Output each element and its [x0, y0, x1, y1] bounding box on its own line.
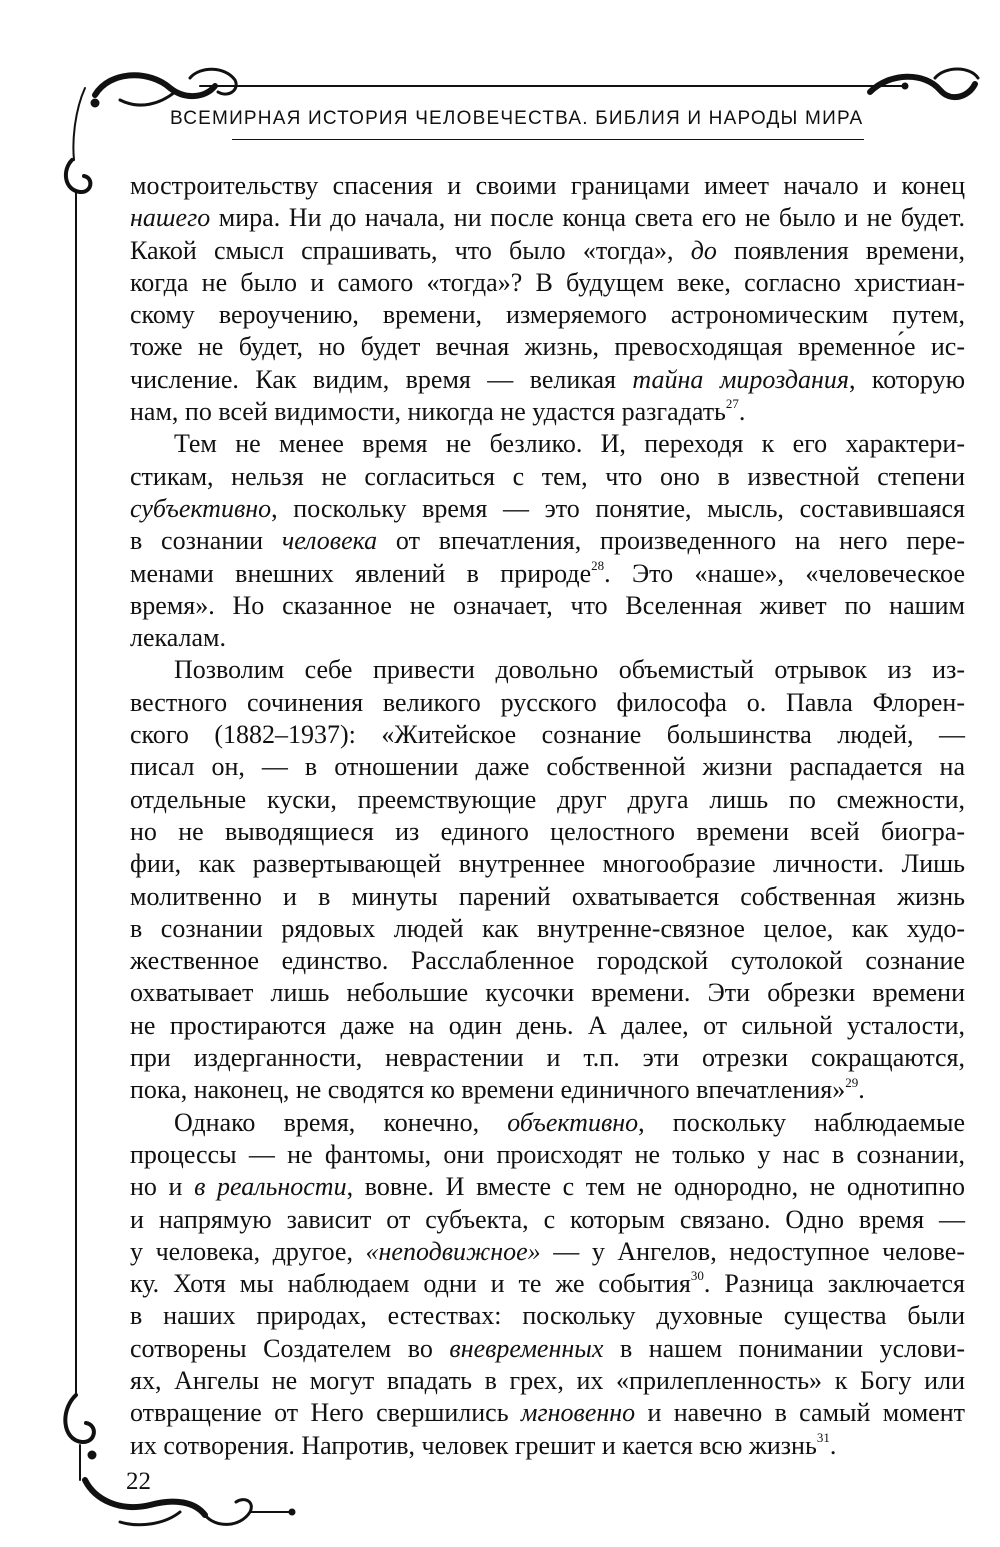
text-run: в нашем понимании услови-: [603, 1333, 965, 1363]
text-run: ях, Ангелы не могут впадать в грех, их «прилепленность» к Богу или: [130, 1365, 965, 1395]
header-rule: [232, 139, 864, 140]
emphasis: до: [690, 235, 717, 265]
emphasis: «неподвижное»: [365, 1236, 541, 1266]
text-line: [130, 751, 965, 783]
text-run: .: [858, 1075, 865, 1105]
text-line: [130, 1139, 965, 1171]
emphasis: мгновенно: [520, 1398, 636, 1428]
text-run: нам, по всей видимости, никогда не удастся разгадать: [130, 397, 726, 427]
text-run: но не выводящиеся из единого целостного времени всей биогра-: [130, 816, 965, 846]
text-run: время». Но сказанное не означает, что Вселенная живет по нашим: [130, 590, 965, 620]
text-line: [130, 364, 965, 396]
text-line: [130, 1268, 965, 1300]
text-run: писал он, — в отношении даже собственной жизни распадается на: [130, 752, 965, 782]
text-run: менами внешних явлений в природе: [130, 558, 592, 588]
paragraph: [130, 654, 965, 1106]
text-line: [130, 1204, 965, 1236]
text-run: , которую: [849, 364, 966, 394]
page-number: 22: [126, 1468, 151, 1495]
text-run: лекалам.: [130, 623, 226, 653]
paragraph: [130, 428, 965, 654]
paragraph: [130, 1107, 965, 1462]
text-run: Позволим себе привести довольно объемистый отрывок из из-: [174, 655, 965, 685]
text-run: когда не было и самого «тогда»? В будущем веке, согласно христиан-: [130, 267, 965, 297]
text-run: , поскольку наблюдаемые: [638, 1107, 965, 1137]
text-line: [130, 267, 965, 299]
text-run: мира. Ни до начала, ни после конца света его не было и не будет.: [210, 203, 965, 233]
text-run: фии, как развертывающей внутреннее многообразие личности. Лишь: [130, 849, 965, 879]
text-run: жественное единство. Расслабленное городской сутолокой сознание: [130, 946, 965, 976]
text-line: [130, 202, 965, 234]
text-run: молитвенно и в минуты парений охватывается собственная жизнь: [130, 881, 965, 911]
text-line: [130, 622, 965, 654]
text-run: вестного сочинения великого русского философа о. Павла Флорен-: [130, 687, 965, 717]
text-line: [130, 590, 965, 622]
text-line: [130, 784, 965, 816]
text-line: [130, 1074, 965, 1106]
text-run: — у Ангелов, недоступное челове-: [540, 1236, 965, 1266]
text-line: [130, 396, 965, 428]
text-run: ку. Хотя мы наблюдаем одни и те же события: [130, 1269, 691, 1299]
text-run: пока, наконец, не сводятся ко времени единичного впечатления»: [130, 1075, 846, 1105]
text-run: но и: [130, 1172, 195, 1202]
footnote-ref: 28: [591, 557, 605, 573]
text-line: [130, 461, 965, 493]
text-line: [130, 881, 965, 913]
emphasis: объективно: [507, 1107, 639, 1137]
text-line: [130, 816, 965, 848]
text-line: [130, 1397, 965, 1429]
text-line: [130, 170, 965, 202]
emphasis: тайна мироздания: [632, 364, 850, 394]
emphasis: человека: [281, 526, 378, 556]
text-line: [130, 1107, 965, 1139]
emphasis: субъективно: [130, 493, 272, 523]
text-line: [130, 687, 965, 719]
text-run: тоже не будет, но будет вечная жизнь, превосходящая временно́е ис-: [130, 332, 965, 362]
text-line: [130, 1365, 965, 1397]
text-line: [130, 913, 965, 945]
body-text: [130, 170, 965, 1462]
text-run: в сознании: [130, 526, 282, 556]
text-run: в наших природах, естествах: поскольку духовные существа были: [130, 1301, 965, 1331]
text-line: [130, 428, 965, 460]
text-run: их сотворения. Напротив, человек грешит и кается всю жизнь: [130, 1430, 817, 1460]
text-run: , вовне. И вместе с тем не однородно, не однотипно: [346, 1172, 965, 1202]
text-line: [130, 1300, 965, 1332]
text-run: охватывает лишь небольшие кусочки времени. Эти обрезки времени: [130, 978, 965, 1008]
emphasis: в реальности: [194, 1172, 347, 1202]
text-run: у человека, другое,: [130, 1236, 366, 1266]
text-line: [130, 945, 965, 977]
text-run: , поскольку время — это понятие, мысль, составившаяся: [271, 493, 965, 523]
text-run: Однако время, конечно,: [174, 1107, 508, 1137]
text-run: Какой смысл спрашивать, что было «тогда»,: [130, 235, 691, 265]
text-line: [130, 1010, 965, 1042]
text-run: от впечатления, произведенного на него пере-: [377, 526, 965, 556]
footnote-ref: 27: [725, 396, 739, 412]
text-run: в сознании рядовых людей как внутренне-связное целое, как худо-: [130, 913, 965, 943]
text-line: [130, 719, 965, 751]
text-line: [130, 1333, 965, 1365]
text-line: [130, 977, 965, 1009]
text-line: [130, 525, 965, 557]
text-line: [130, 1430, 965, 1462]
text-run: процессы — не фантомы, они происходят не только у нас в сознании,: [130, 1139, 965, 1169]
paragraph: [130, 170, 965, 428]
text-run: и напрямую зависит от субъекта, с которым связано. Одно время —: [130, 1204, 965, 1234]
text-run: отвращение от Него свершились: [130, 1398, 521, 1428]
text-run: появления времени,: [716, 235, 965, 265]
footnote-ref: 31: [816, 1429, 830, 1445]
text-line: [130, 493, 965, 525]
footnote-ref: 30: [690, 1268, 704, 1284]
text-run: при издерганности, неврастении и т.п. эти отрезки сокращаются,: [130, 1043, 965, 1073]
text-run: .: [738, 397, 746, 427]
text-line: [130, 654, 965, 686]
text-run: стикам, нельзя не согласиться с тем, что оно в известной степени: [130, 461, 965, 491]
text-line: [130, 331, 965, 363]
text-run: сотворены Создателем во: [130, 1333, 450, 1363]
emphasis: нашего: [130, 203, 211, 233]
text-line: [130, 848, 965, 880]
text-run: Тем не менее время не безлико. И, переходя к его характери-: [174, 429, 965, 459]
text-line: [130, 235, 965, 267]
text-run: числение. Как видим, время — великая: [130, 364, 633, 394]
footnote-ref: 29: [845, 1074, 859, 1090]
text-line: [130, 1042, 965, 1074]
text-run: и навечно в самый момент: [635, 1398, 965, 1428]
text-line: [130, 1236, 965, 1268]
text-run: . Разница заключается: [703, 1269, 965, 1299]
text-run: . Это «наше», «человеческое: [604, 558, 965, 588]
text-run: не простираются даже на один день. А далее, от сильной усталости,: [130, 1010, 965, 1040]
emphasis: вневременных: [449, 1333, 604, 1363]
text-run: отдельные куски, преемствующие друг друга лишь по смежности,: [130, 784, 965, 814]
text-line: [130, 558, 965, 590]
text-line: [130, 299, 965, 331]
text-run: ского (1882–1937): «Житейское сознание большинства людей, —: [130, 720, 965, 750]
text-run: .: [829, 1430, 837, 1460]
text-run: скому вероучению, времени, измеряемого астрономическим путем,: [130, 300, 965, 330]
running-header: ВСЕМИРНАЯ ИСТОРИЯ ЧЕЛОВЕЧЕСТВА. БИБЛИЯ И НАРОДЫ МИРА: [170, 108, 864, 129]
text-line: [130, 1171, 965, 1203]
text-run: мостроительству спасения и своими границами имеет начало и конец: [130, 171, 965, 200]
